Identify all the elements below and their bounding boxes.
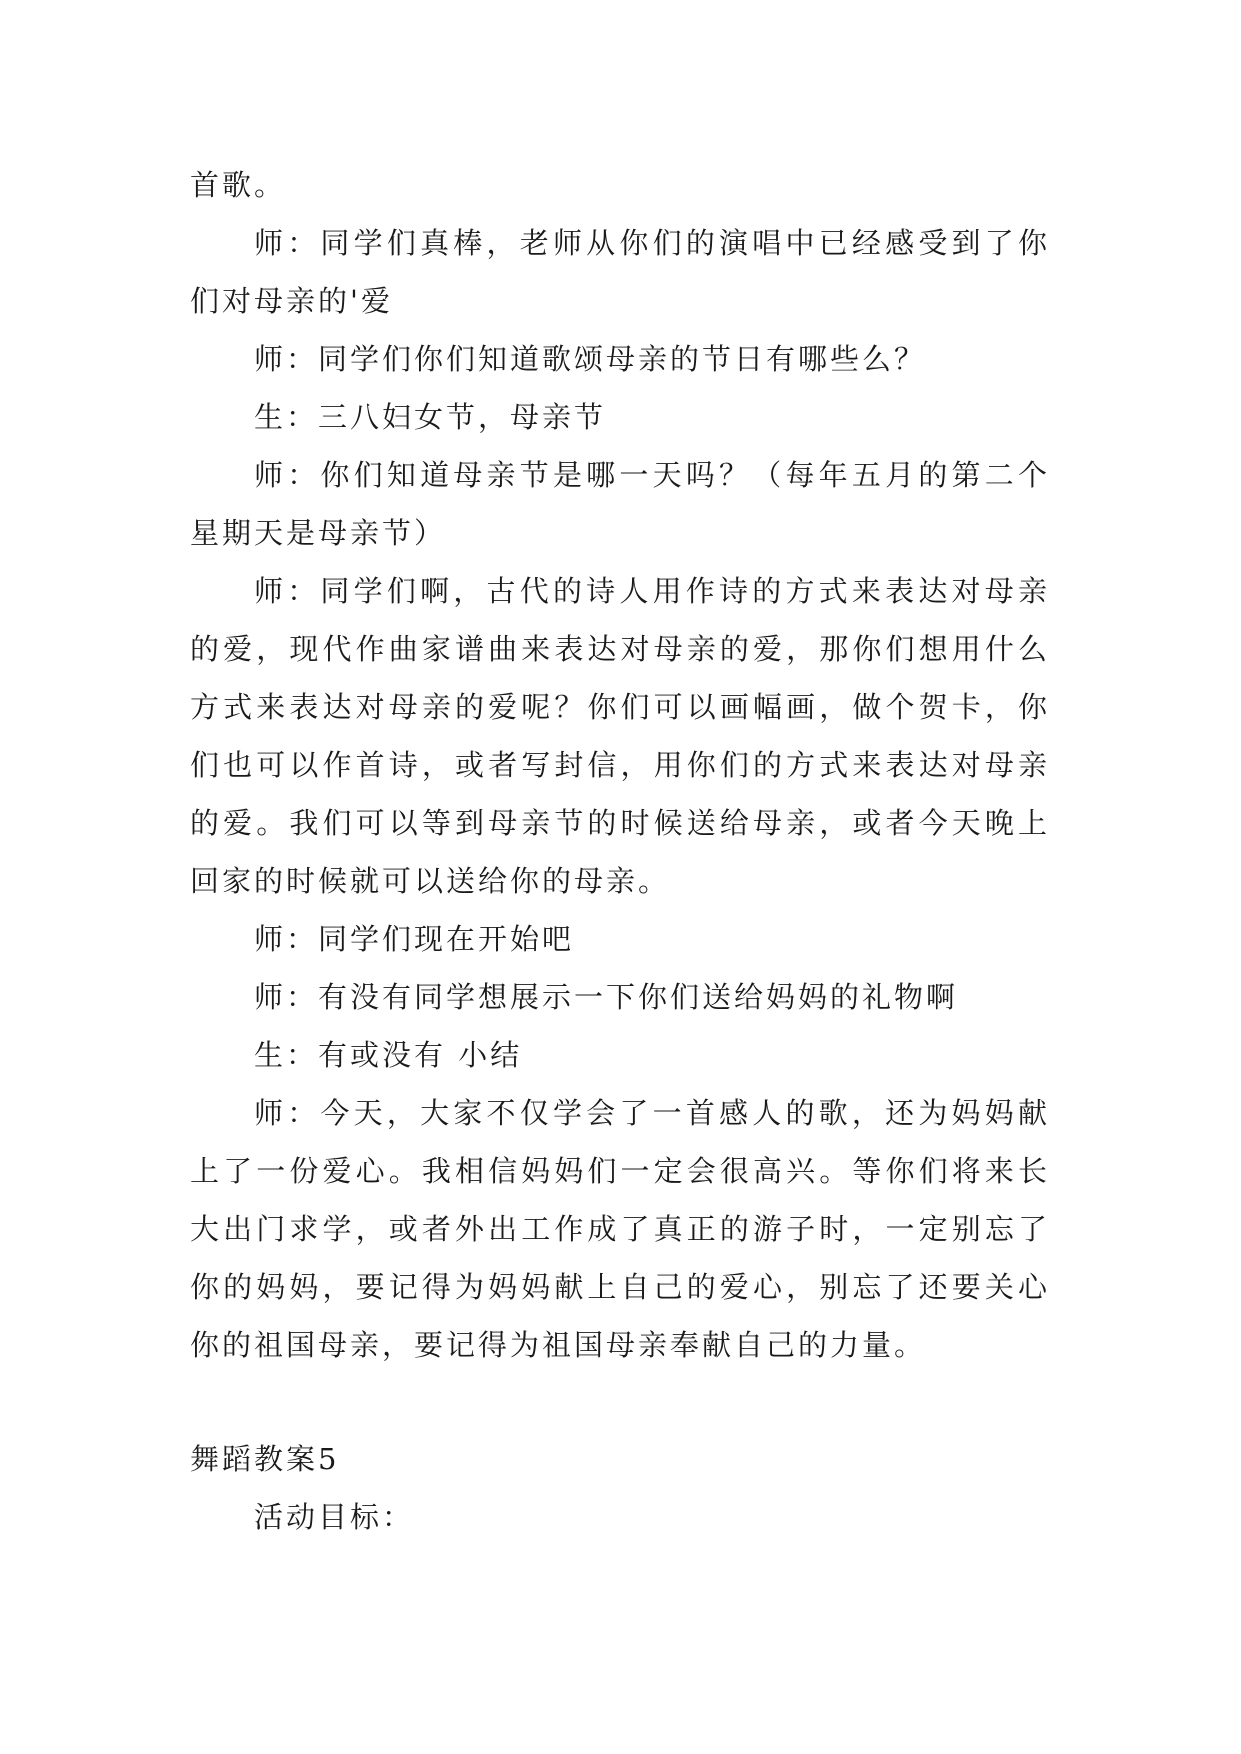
paragraph: 师：同学们现在开始吧 [254, 922, 575, 956]
paragraph: 师：同学们你们知道歌颂母亲的节日有哪些么？ [254, 342, 927, 376]
paragraph: 首歌。 [190, 168, 287, 202]
section-heading: 舞蹈教案5 [190, 1442, 340, 1476]
paragraph: 师：你们知道母亲节是哪一天吗？（每年五月的第二个星期天是母亲节） [190, 458, 1050, 550]
paragraph: 生：三八妇女节，母亲节 [254, 400, 607, 434]
paragraph: 师：同学们啊，古代的诗人用作诗的方式来表达对母亲的爱，现代作曲家谱曲来表达对母亲的爱，那你们想用什么方式来表达对母亲的爱呢？你们可以画幅画，做个贺卡，你们也可以作首诗，或者写封信，用你们的方式来表达对母亲的爱。我们可以等到母亲节的时候送给母亲，或者今天晚上回家的时候就可以送给你的母亲。 [190, 574, 1050, 898]
paragraph: 生：有或没有 小结 [254, 1038, 523, 1072]
paragraph: 师：同学们真棒，老师从你们的演唱中已经感受到了你们对母亲的'爱 [190, 226, 1050, 318]
section-first-line: 活动目标： [254, 1500, 415, 1534]
paragraph: 师：今天，大家不仅学会了一首感人的歌，还为妈妈献上了一份爱心。我相信妈妈们一定会很高兴。等你们将来长大出门求学，或者外出工作成了真正的游子时，一定别忘了你的妈妈，要记得为妈妈献上自己的爱心，别忘了还要关心你的祖国母亲，要记得为祖国母亲奉献自己的力量。 [190, 1096, 1050, 1362]
document-page [190, 156, 1050, 1546]
paragraph: 师：有没有同学想展示一下你们送给妈妈的礼物啊 [254, 980, 959, 1014]
